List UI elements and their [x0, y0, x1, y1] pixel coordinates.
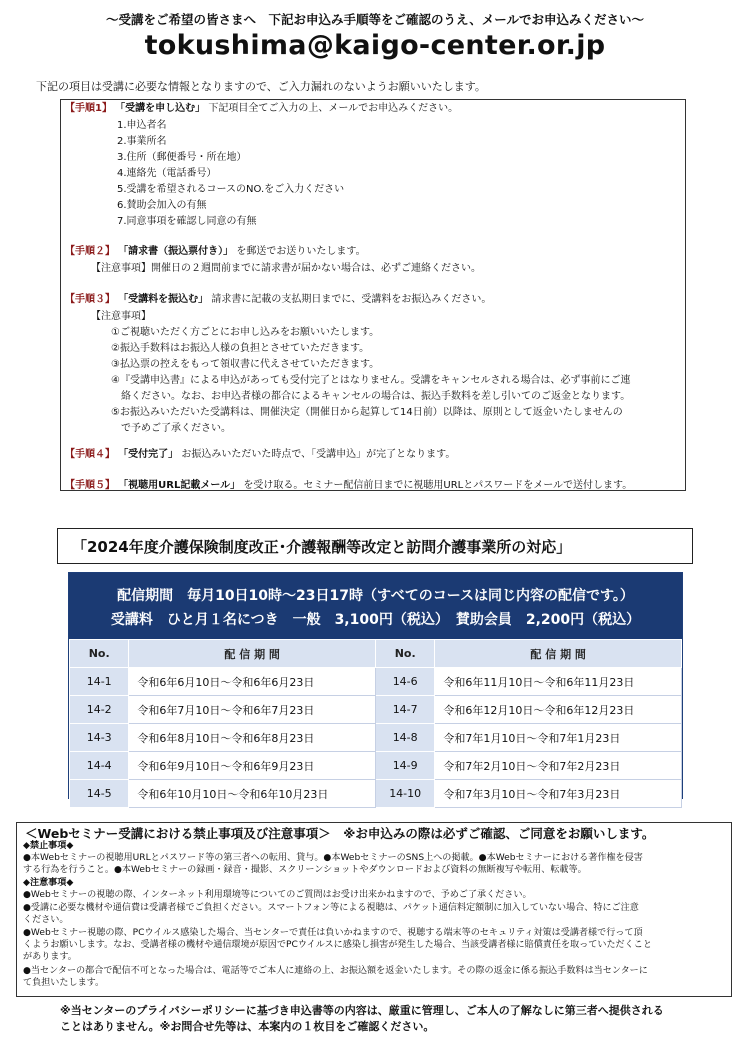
course-period: 令和6年11月10日～令和6年11月23日	[435, 668, 682, 696]
rule-line: する行為を行うこと。●本Webセミナーの録画・録音・撮影、スクリーンショットやダウンロードおよび資料の無断複写や転用、転載等。	[23, 865, 587, 875]
step1-item: 3.住所（郵便番号・所在地）	[117, 152, 247, 163]
course-no: 14-5	[70, 780, 129, 808]
step2-text: を郵送でお送りいたします。	[236, 246, 366, 257]
step1-heading: 【手順1】	[65, 103, 112, 114]
step1-item: 2.事業所名	[117, 136, 167, 147]
table-row	[70, 696, 682, 724]
course-period: 令和7年1月10日～令和7年1月23日	[435, 724, 682, 752]
step5-text: を受け取る。セミナー配信前日までに視聴用URLとパスワードをメールで送付します。	[243, 480, 633, 491]
table-row	[70, 752, 682, 780]
step3-note: ④『受講申込書』による申込があっても受付完了とはなりません。受講をキャンセルされる場合は、必ず事前にご連	[111, 375, 631, 386]
top-notice: ～受講をご希望の皆さまへ 下記お申込み手順等をご確認のうえ、メールでお申込みください～	[105, 12, 644, 27]
rule-line: ●受講に必要な機材や通信費は受講者様でご負担ください。スマートフォン等による視聴は、パケット通信料定額制に加入していない場合、特にご注意	[23, 903, 639, 913]
step2-key: 「請求書（振込票付き）」	[118, 246, 234, 257]
step3-note-heading: 【注意事項】	[91, 311, 151, 322]
course-no: 14-8	[375, 724, 434, 752]
course-period: 令和6年7月10日～令和6年7月23日	[129, 696, 376, 724]
step4-text: お振込みいただいた時点で、「受講申込」が完了となります。	[181, 449, 456, 460]
col-period: 配 信 期 間	[435, 640, 682, 668]
step3-key: 「受講料を振込む」	[118, 294, 209, 305]
rule-line: ●当センターの都合で配信不可となった場合は、電話等でご本人に連絡の上、お振込額を返金いたします。その際の返金に係る振込手数料は当センターに	[23, 966, 648, 976]
rule-line: があります。	[23, 952, 77, 962]
step4-heading: 【手順４】	[65, 449, 115, 460]
rule-line: ●Webセミナー視聴の際、PCウイルス感染した場合、当センターで責任は負いかねますので、視聴する端末等のセキュリティ対策は受講者様で行って頂	[23, 928, 643, 938]
course-period: 令和6年10月10日～令和6年10月23日	[129, 780, 376, 808]
course-no: 14-2	[70, 696, 129, 724]
course-no: 14-6	[375, 668, 434, 696]
table-row	[70, 780, 682, 808]
step5-heading: 【手順５】	[65, 480, 115, 491]
intro-text: 下記の項目は受講に必要な情報となりますので、ご入力漏れのないようお願いいたします。	[36, 80, 486, 93]
course-period: 令和6年9月10日～令和6年9月23日	[129, 752, 376, 780]
rules-box	[16, 822, 732, 997]
table-row	[70, 668, 682, 696]
step3-note: ①ご視聴いただく方ごとにお申し込みをお願いいたします。	[111, 327, 380, 338]
course-no: 14-9	[375, 752, 434, 780]
rule-line: て負担いたします。	[23, 978, 105, 988]
course-no: 14-10	[375, 780, 434, 808]
col-period: 配 信 期 間	[129, 640, 376, 668]
course-period: 令和6年8月10日～令和6年8月23日	[129, 724, 376, 752]
course-period: 令和7年3月10日～令和7年3月23日	[435, 780, 682, 808]
rules-title: ＜Webセミナー受講における禁止事項及び注意事項＞ ※お申込みの際は必ずご確認、ご同意をお願いします。	[25, 826, 655, 841]
col-no: No.	[70, 640, 129, 668]
delivery-period-line: 配信期間 毎月10日10時～23日17時（すべてのコースは同じ内容の配信です。）	[117, 588, 634, 604]
step2-heading: 【手順２】	[65, 246, 115, 257]
step1-item: 7.同意事項を確認し同意の有無	[117, 216, 257, 227]
schedule-panel	[68, 572, 683, 799]
rule-line: くようお願いします。なお、受講者様の機材や通信環境が原因でPCウイルスに感染し損害が発生した場合、当該受講者様に賠償責任を取っていただくこと	[23, 940, 652, 950]
step2-line	[65, 245, 366, 258]
step1-item: 6.賛助会加入の有無	[117, 200, 207, 211]
step1-key: 「受講を申し込む」	[115, 103, 206, 114]
rule-line: ください。	[23, 915, 69, 925]
course-no: 14-1	[70, 668, 129, 696]
step3-line	[65, 293, 491, 306]
cautions-heading: ◆注意事項◆	[23, 878, 74, 888]
schedule-table	[69, 639, 682, 808]
col-no: No.	[375, 640, 434, 668]
step3-note: 絡ください。なお、お申込者様の都合によるキャンセルの場合は、振込手数料を差し引いてのご返金となります。	[111, 391, 631, 402]
step1-text: 下記項目全てご入力の上、メールでお申込みください。	[208, 103, 459, 114]
table-row	[70, 724, 682, 752]
contact-email[interactable]: tokushima@kaigo-center.or.jp	[144, 30, 606, 61]
course-period: 令和6年6月10日～令和6年6月23日	[129, 668, 376, 696]
step1-item: 4.連絡先（電話番号）	[117, 168, 217, 179]
step3-note: ③払込票の控えをもって領収書に代えさせていただきます。	[111, 359, 380, 370]
step5-key: 「視聴用URL記載メール」	[118, 480, 241, 491]
step1-item: 1.申込者名	[117, 120, 167, 131]
step5-line	[65, 479, 632, 492]
course-no: 14-3	[70, 724, 129, 752]
footer-line: ことはありません。※お問合せ先等は、本案内の１枚目をご確認ください。	[60, 1020, 435, 1033]
course-period: 令和7年2月10日～令和7年2月23日	[435, 752, 682, 780]
course-title: 「2024年度介護保険制度改正･介護報酬等改定と訪問介護事業所の対応」	[57, 528, 693, 564]
table-header-row	[70, 640, 682, 668]
prohibited-heading: ◆禁止事項◆	[23, 841, 74, 851]
course-no: 14-7	[375, 696, 434, 724]
step3-text: 請求書に記載の支払期日までに、受講料をお振込みください。	[211, 294, 492, 305]
step3-note: ⑤お振込みいただいた受講料は、開催決定（開催日から起算して14日前）以降は、原則として返金いたしませんの	[111, 407, 623, 418]
rule-line: ●本Webセミナーの視聴用URLとパスワード等の第三者への転用、貸与。●本WebセミナーのSNS上への掲載。●本Webセミナーにおける著作権を侵害	[23, 853, 643, 863]
privacy-footer	[60, 1003, 664, 1035]
step4-line	[65, 448, 455, 461]
course-no: 14-4	[70, 752, 129, 780]
step1-line	[65, 102, 458, 115]
step4-key: 「受付完了」	[118, 449, 179, 460]
step3-note: ②振込手数料はお振込人様の負担とさせていただきます。	[111, 343, 370, 354]
step3-heading: 【手順３】	[65, 294, 115, 305]
step1-item: 5.受講を希望されるコースのNO.をご入力ください	[117, 184, 345, 195]
course-period: 令和6年12月10日～令和6年12月23日	[435, 696, 682, 724]
application-steps-box	[60, 99, 686, 491]
step3-note: で予めご了承ください。	[111, 423, 231, 434]
schedule-header	[69, 573, 682, 639]
footer-line: ※当センターのプライバシーポリシーに基づき申込書等の内容は、厳重に管理し、ご本人の了解なしに第三者へ提供される	[60, 1004, 664, 1017]
rule-line: ●Webセミナーの視聴の際、インターネット利用環境等についてのご質問はお受け出来かねますので、予めご了承ください。	[23, 890, 532, 900]
step2-note: 【注意事項】開催日の２週間前までに請求書が届かない場合は、必ずご連絡ください。	[91, 263, 481, 274]
fee-line: 受講料 ひと月１名につき 一般 3,100円（税込） 賛助会員 2,200円（税込）	[110, 612, 641, 628]
